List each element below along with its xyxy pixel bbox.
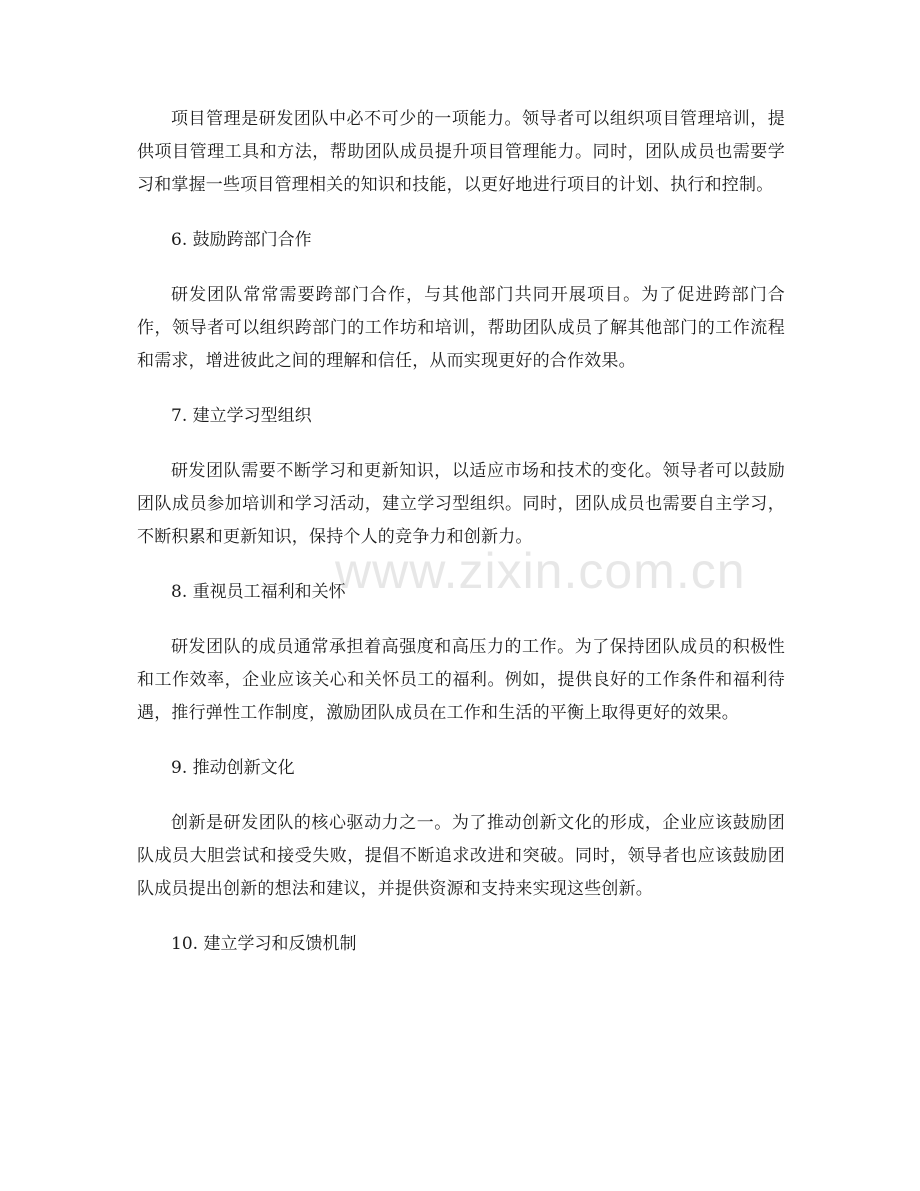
paragraph-employee-welfare: 研发团队的成员通常承担着高强度和高压力的工作。为了保持团队成员的积极性和工作效率，企业应该关心和关怀员工的福利。例如，提供良好的工作条件和福利待遇，推行弹性工作制度，激励团队成员在工作和生活的平衡上取得更好的效果。 — [137, 637, 785, 723]
heading-innovation-culture: 9. 推动创新文化 — [171, 758, 295, 778]
heading-cross-department-collaboration: 6. 鼓励跨部门合作 — [171, 230, 312, 250]
watermark-text: www.zixin.com.cn — [335, 543, 746, 599]
paragraph-innovation-culture: 创新是研发团队的核心驱动力之一。为了推动创新文化的形成，企业应该鼓励团队成员大胆尝试和接受失败，提倡不断追求改进和突破。同时，领导者也应该鼓励团队成员提出创新的想法和建议，并提供资源和支持来实现这些创新。 — [137, 813, 785, 899]
heading-learning-feedback-mechanism: 10. 建立学习和反馈机制 — [171, 934, 357, 954]
paragraph-cross-department-collaboration: 研发团队常常需要跨部门合作，与其他部门共同开展项目。为了促进跨部门合作，领导者可以组织跨部门的工作坊和培训，帮助团队成员了解其他部门的工作流程和需求，增进彼此之间的理解和信任，从而实现更好的合作效果。 — [137, 285, 785, 371]
paragraph-project-management: 项目管理是研发团队中必不可少的一项能力。领导者可以组织项目管理培训，提供项目管理工具和方法，帮助团队成员提升项目管理能力。同时，团队成员也需要学习和掌握一些项目管理相关的知识和技能，以更好地进行项目的计划、执行和控制。 — [137, 109, 785, 195]
heading-learning-organization: 7. 建立学习型组织 — [171, 406, 312, 426]
paragraph-learning-organization: 研发团队需要不断学习和更新知识，以适应市场和技术的变化。领导者可以鼓励团队成员参加培训和学习活动，建立学习型组织。同时，团队成员也需要自主学习，不断积累和更新知识，保持个人的竞争力和创新力。 — [137, 461, 785, 547]
heading-employee-welfare: 8. 重视员工福利和关怀 — [171, 582, 346, 602]
document-body — [137, 103, 785, 983]
